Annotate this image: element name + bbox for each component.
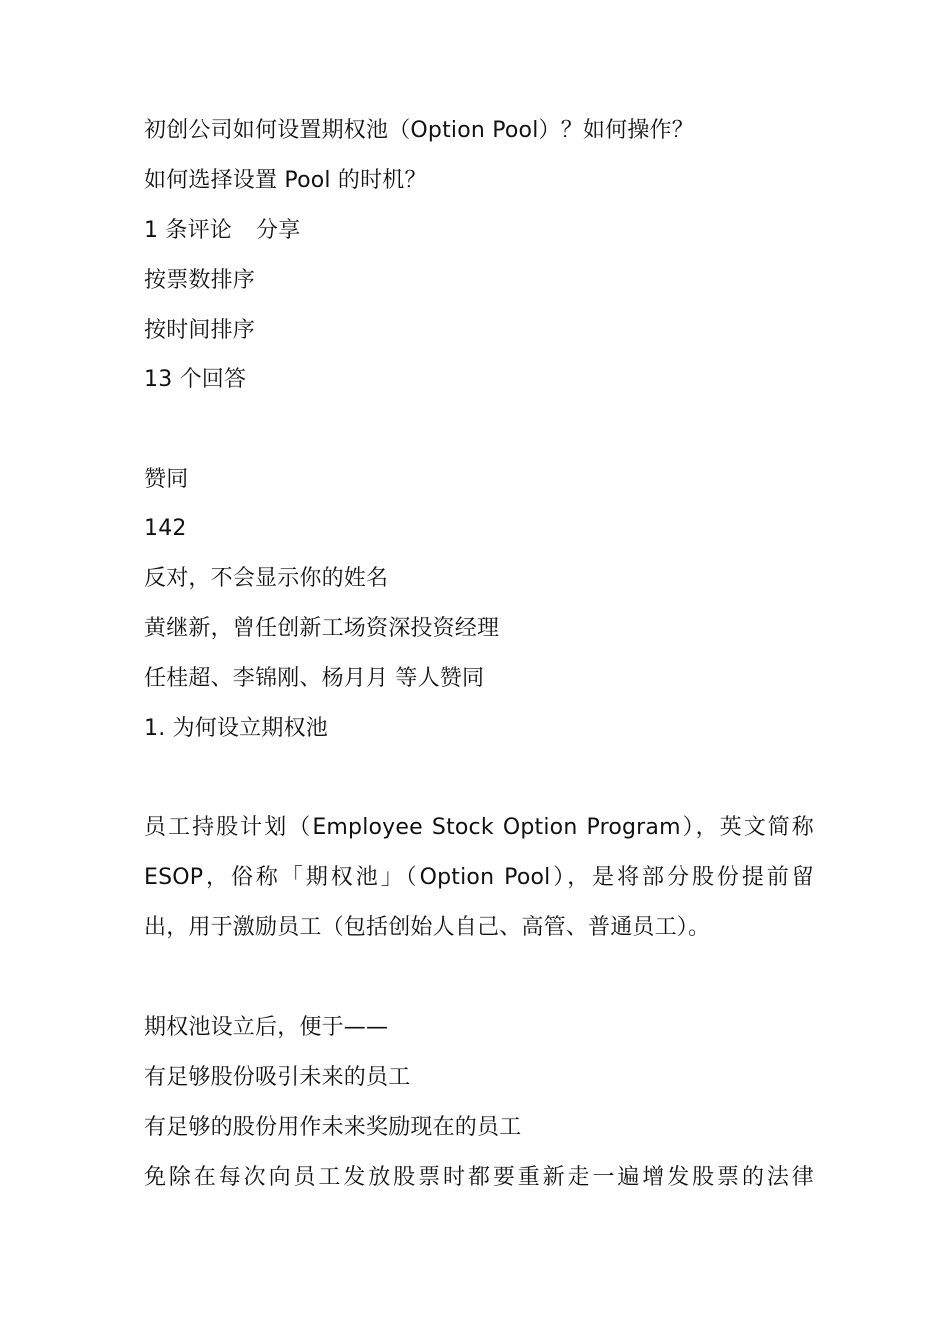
benefits-intro: 期权池设立后，便于—— <box>144 1015 389 1040</box>
answer-count: 13 个回答 <box>144 367 247 392</box>
comments-link[interactable]: 1 条评论 <box>144 218 232 243</box>
upvote-count: 142 <box>144 516 187 541</box>
benefit-item: 有足够股份吸引未来的员工 <box>144 1065 411 1090</box>
paragraph-line: 员工持股计划（Employee Stock Option Program），英文简称 <box>144 815 814 840</box>
sort-by-time-link[interactable]: 按时间排序 <box>144 318 256 343</box>
benefit-item: 免除在每次向员工发放股票时都要重新走一遍增发股票的法律 <box>144 1165 814 1190</box>
question-subtitle: 如何选择设置 Pool 的时机？ <box>144 168 427 193</box>
section-heading: 1. 为何设立期权池 <box>144 716 328 741</box>
share-link[interactable]: 分享 <box>256 218 301 243</box>
question-actions <box>144 216 814 246</box>
answer-voters[interactable]: 任桂超、李锦刚、杨月月 等人赞同 <box>144 666 485 691</box>
paragraph-line: ESOP，俗称「期权池」（Option Pool），是将部分股份提前留 <box>144 865 814 890</box>
sort-by-votes-link[interactable]: 按票数排序 <box>144 268 256 293</box>
downvote-button[interactable]: 反对，不会显示你的姓名 <box>144 566 389 591</box>
paragraph-line: 出，用于激励员工（包括创始人自己、高管、普通员工）。 <box>144 915 711 940</box>
upvote-button[interactable]: 赞同 <box>144 467 189 492</box>
question-title: 初创公司如何设置期权池（Option Pool）？如何操作？ <box>144 118 694 143</box>
answer-author[interactable]: 黄继新，曾任创新工场资深投资经理 <box>144 616 500 641</box>
benefit-item: 有足够的股份用作未来奖励现在的员工 <box>144 1115 522 1140</box>
